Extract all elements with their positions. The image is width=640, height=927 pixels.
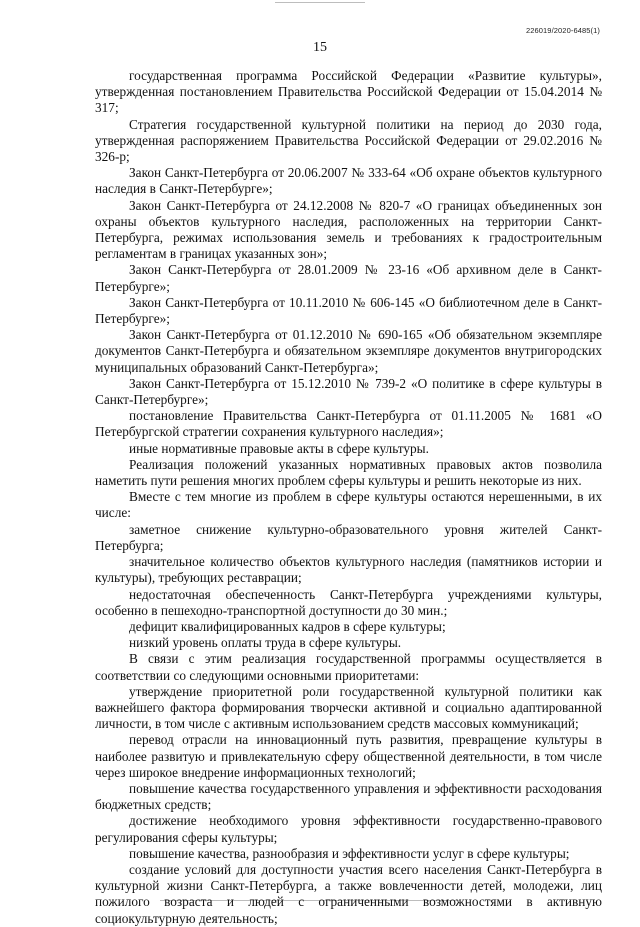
scan-artifact-top <box>275 2 365 3</box>
paragraph: В связи с этим реализация государственной программы осуществляется в соответствии со следующими основными приоритетами: <box>95 651 602 683</box>
paragraph: перевод отрасли на инновационный путь развития, превращение культуры в наиболее развитую и привлекательную сферу общественной деятельности, в том числе через широкое внедрение информационных технологий; <box>95 732 602 780</box>
paragraph: Закон Санкт-Петербурга от 15.12.2010 № 739-2 «О политике в сфере культуры в Санкт-Петербурге»; <box>95 375 602 408</box>
paragraph: утверждение приоритетной роли государственной культурной политики как важнейшего фактора формирования творчески активной и социально адаптированной личности, в том числе с активным использованием средств массовых коммуникаций; <box>95 683 602 732</box>
paragraph: достижение необходимого уровня эффективности государственно-правового регулирования сферы культуры; <box>95 813 602 845</box>
paragraph: постановление Правительства Санкт-Петербурга от 01.11.2005 № 1681 «О Петербургской стратегии сохранения культурного наследия»; <box>95 408 602 440</box>
paragraph: повышение качества государственного управления и эффективности расходования бюджетных средств; <box>95 780 602 813</box>
paragraph: Закон Санкт-Петербурга от 10.11.2010 № 606-145 «О библиотечном деле в Санкт-Петербурге»; <box>95 294 602 327</box>
paragraph: низкий уровень оплаты труда в сфере культуры. <box>129 635 402 651</box>
paragraph: Закон Санкт-Петербурга от 28.01.2009 № 23-16 «Об архивном деле в Санкт-Петербурге»; <box>95 262 602 294</box>
paragraph: Закон Санкт-Петербурга от 20.06.2007 № 333-64 «Об охране объектов культурного наследия в Санкт-Петербурге»; <box>95 165 602 197</box>
paragraph: Реализация положений указанных нормативных правовых актов позволила наметить пути решения многих проблем сферы культуры и решить некоторые из них. <box>95 456 602 489</box>
paragraph: Закон Санкт-Петербурга от 24.12.2008 № 820-7 «О границах объединенных зон охраны объектов культурного наследия, расположенных на территории Санкт-Петербурга, режимах использования земель и требованиях к градостроительным регламентам в границах указанных зон»; <box>95 197 602 262</box>
page-number: 15 <box>313 40 327 55</box>
paragraph: иные нормативные правовые акты в сфере культуры. <box>129 440 429 456</box>
paragraph: заметное снижение культурно-образовательного уровня жителей Санкт-Петербурга; <box>95 521 602 553</box>
paragraph: Вместе с тем многие из проблем в сфере культуры остаются нерешенными, в их числе: <box>95 489 602 521</box>
paragraph: государственная программа Российской Федерации «Развитие культуры», утвержденная постановлением Правительства Российской Федерации от 15.04.2014 № 317; <box>95 68 602 116</box>
document-body <box>95 68 602 927</box>
paragraph: значительное количество объектов культурного наследия (памятников истории и культуры), требующих реставрации; <box>95 554 602 586</box>
paragraph: Закон Санкт-Петербурга от 01.12.2010 № 690-165 «Об обязательном экземпляре документов Санкт-Петербурга и обязательном экземпляре документов внутригородских муниципальных образований Санкт-Петербурга»; <box>95 327 602 375</box>
paragraph: недостаточная обеспеченность Санкт-Петербурга учреждениями культуры, особенно в пешеходно-транспортной доступности до 30 мин.; <box>95 586 602 618</box>
paragraph: повышение качества, разнообразия и эффективности услуг в сфере культуры; <box>129 845 570 861</box>
document-id: 226019/2020-6485(1) <box>525 26 600 35</box>
paragraph: создание условий для доступности участия всего населения Санкт-Петербурга в культурной жизни Санкт-Петербурга, а также вовлеченности детей, молодежи, лиц пожилого возраста и людей с ограниченными возможностями в активную социокультурную деятельность; <box>95 861 602 926</box>
paragraph: дефицит квалифицированных кадров в сфере культуры; <box>129 618 446 634</box>
paragraph: Стратегия государственной культурной политики на период до 2030 года, утвержденная распоряжением Правительства Российской Федерации от 29.02.2016 № 326-р; <box>95 116 602 165</box>
